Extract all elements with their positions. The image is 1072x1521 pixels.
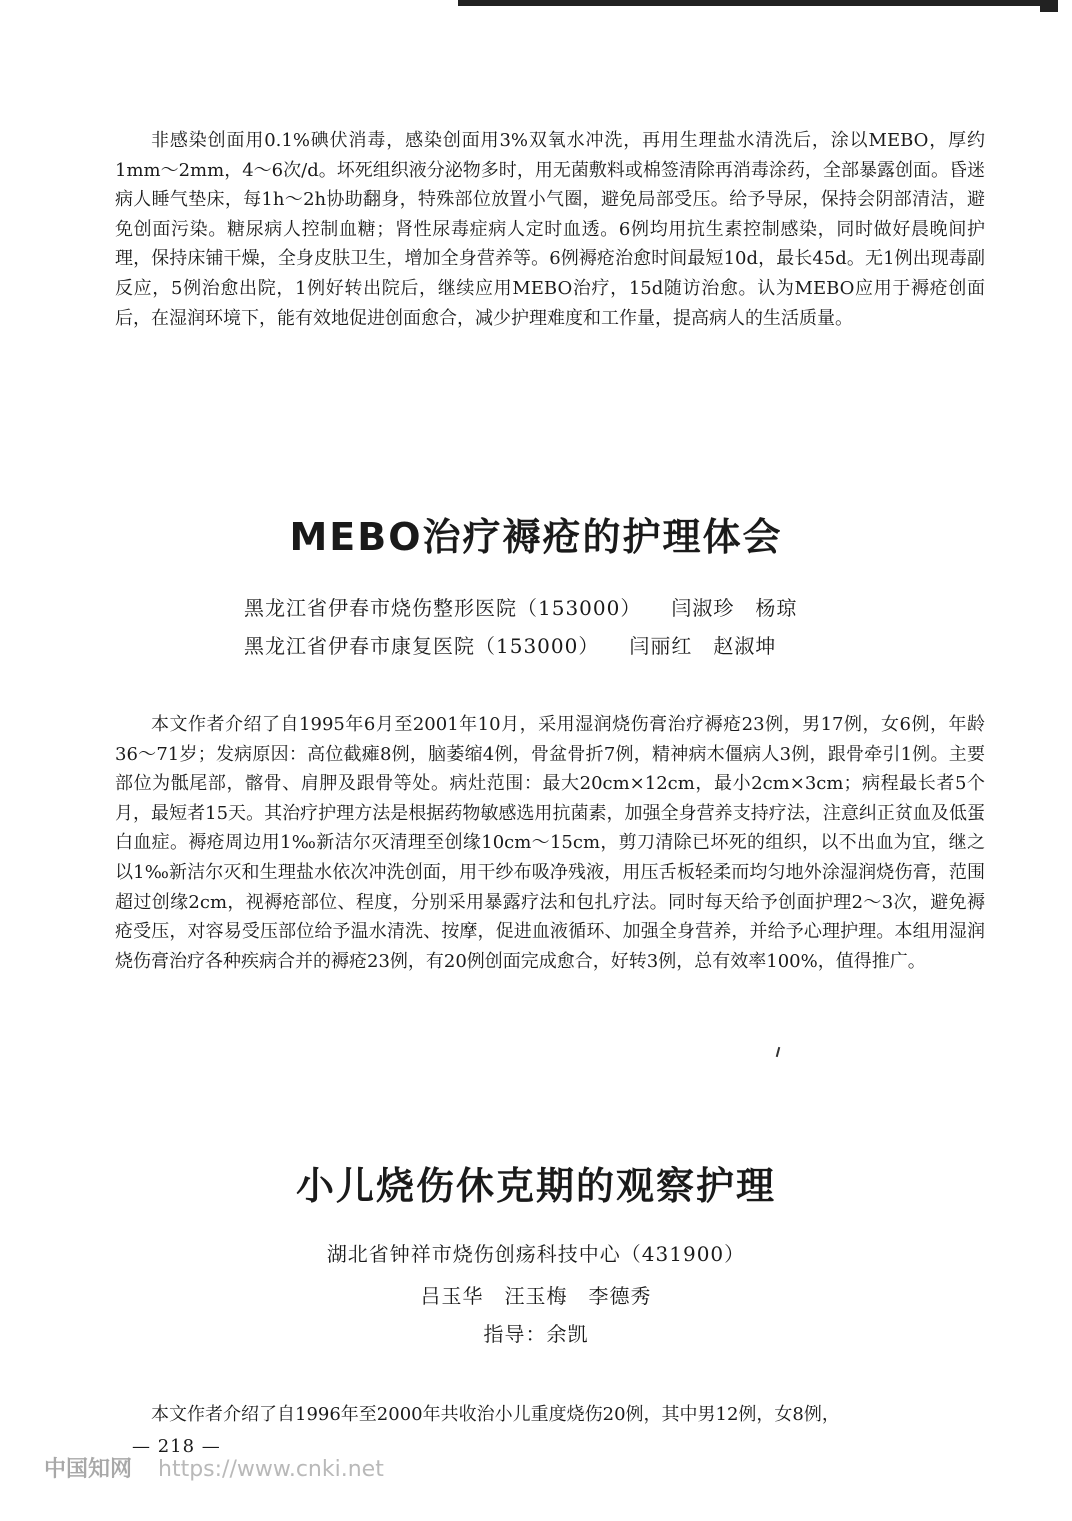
article-2-byline-1	[244, 590, 797, 626]
byline-authors: 闫淑珍 杨琼	[671, 596, 798, 620]
byline-authors: 闫丽红 赵淑坤	[629, 634, 777, 658]
article-3-affiliation: 湖北省钟祥市烧伤创疡科技中心（431900）	[326, 1242, 746, 1266]
article-3-paragraph: 本文作者介绍了自1996年至2000年共收治小儿重度烧伤20例，其中男12例，女8例，	[151, 1404, 840, 1425]
header-rule	[458, 0, 1058, 6]
article-1-paragraph: 非感染创面用0.1%碘伏消毒，感染创面用3%双氧水冲洗，再用生理盐水清洗后，涂以MEBO，厚约1mm～2mm，4～6次/d。坏死组织液分泌物多时，用无菌敷料或棉签清除再消毒涂药，全部暴露创面。昏迷病人睡气垫床，每1h～2h协助翻身，特殊部位放置小气圈，避免局部受压。给予导尿，保持会阴部清洁，避免创面污染。糖尿病人控制血糖；肾性尿毒症病人定时血透。6例均用抗生素控制感染，同时做好晨晚间护理，保持床铺干燥，全身皮肤卫生，增加全身营养等。6例褥疮治愈时间最短10d，最长45d。无1例出现毒副反应，5例治愈出院，1例好转出院后，继续应用MEBO治疗，15d随访治愈。认为MEBO应用于褥疮创面后，在湿润环境下，能有效地促进创面愈合，减少护理难度和工作量，提高病人的生活质量。	[115, 130, 985, 329]
article-3-authors: 吕玉华 汪玉梅 李德秀	[420, 1284, 652, 1308]
article-3-advisor: 指导：余凯	[483, 1322, 589, 1346]
article-3-title: 小儿烧伤休克期的观察护理	[295, 1164, 776, 1208]
byline-affiliation: 黑龙江省伊春市康复医院（153000）	[244, 634, 600, 658]
byline-affiliation: 黑龙江省伊春市烧伤整形医院（153000）	[244, 596, 642, 620]
watermark-url: https://www.cnki.net	[158, 1457, 384, 1482]
cnki-watermark	[44, 1452, 384, 1483]
article-2-paragraph: 本文作者介绍了自1995年6月至2001年10月，采用湿润烧伤膏治疗褥疮23例，男17例，女6例，年龄36～71岁；发病原因：高位截瘫8例，脑萎缩4例，骨盆骨折7例，精神病木僵病人3例，跟骨牵引1例。主要部位为骶尾部，髂骨、肩胛及跟骨等处。病灶范围：最大20cm×12cm，最小2cm×3cm；病程最长者5个月，最短者15天。其治疗护理方法是根据药物敏感选用抗菌素，加强全身营养支持疗法，注意纠正贫血及低蛋白血症。褥疮周边用1‰新洁尔灭清理至创缘10cm～15cm，剪刀清除已坏死的组织，以不出血为宜，继之以1‰新洁尔灭和生理盐水依次冲洗创面，用干纱布吸净残液，用压舌板轻柔而均匀地外涂湿润烧伤膏，范围超过创缘2cm，视褥疮部位、程度，分别采用暴露疗法和包扎疗法。同时每天给予创面护理2～3次，避免褥疮受压，对容易受压部位给予温水清洗、按摩，促进血液循环、加强全身营养，并给予心理护理。本组用湿润烧伤膏治疗各种疾病合并的褥疮23例，有20例创面完成愈合，好转3例，总有效率100%，值得推广。	[115, 714, 985, 972]
article-2-byline-2	[244, 628, 776, 664]
header-rule-tail	[1040, 0, 1058, 12]
article-2-title: MEBO治疗褥疮的护理体会	[289, 515, 783, 559]
watermark-logo: 中国知网	[44, 1457, 133, 1482]
scan-artifact-mark	[776, 1047, 781, 1057]
page-number: — 218 —	[132, 1436, 221, 1457]
